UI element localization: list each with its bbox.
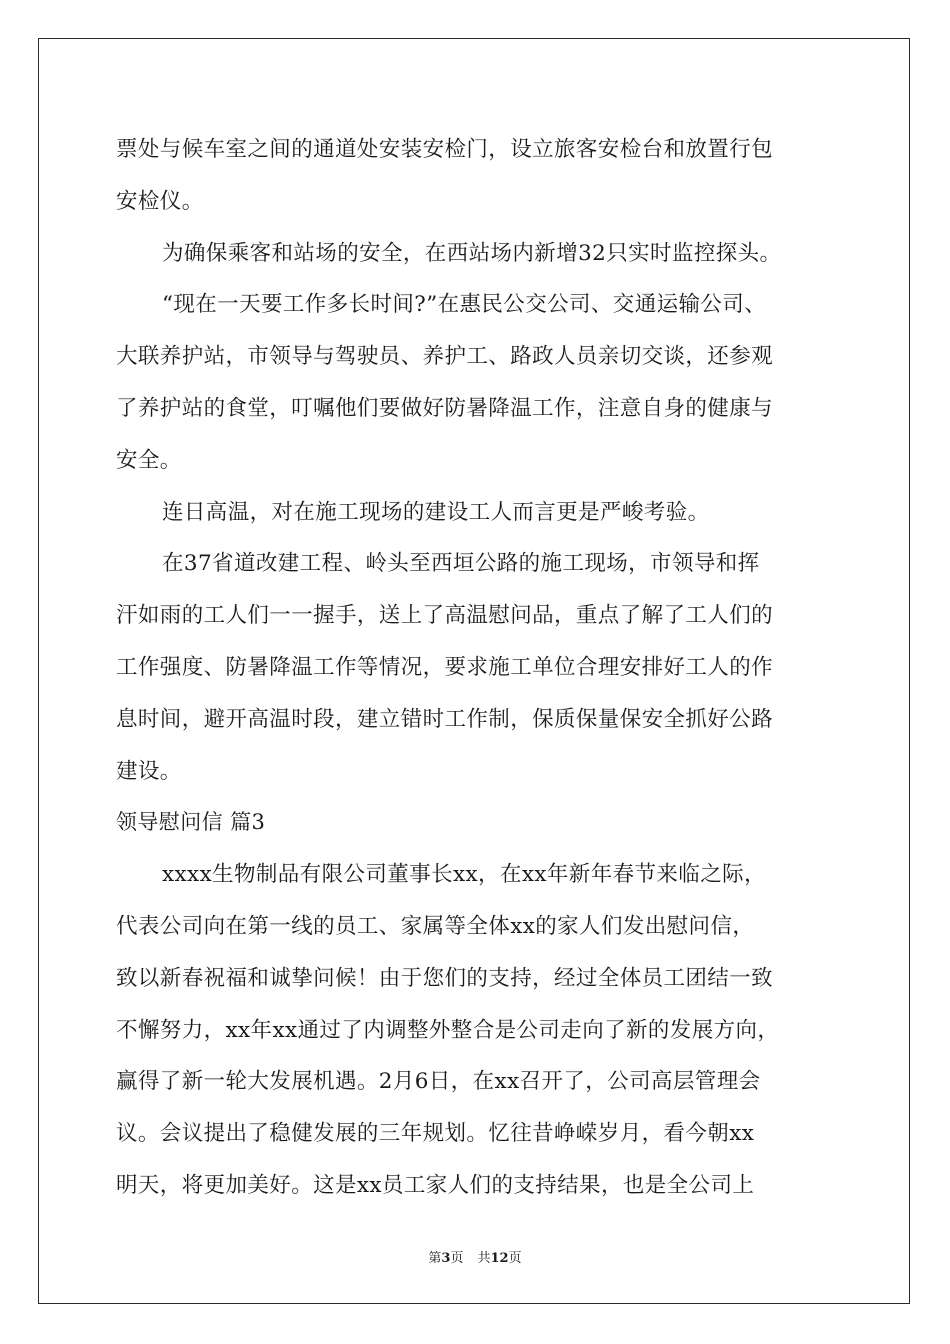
text-line: 议。会议提出了稳健发展的三年规划。忆往昔峥嵘岁月，看今朝xx [116, 1121, 755, 1147]
footer-page-suffix: 页 [450, 1251, 464, 1266]
text-line: 建设。 [116, 758, 182, 784]
text-line: 赢得了新一轮大发展机遇。2月6日，在xx召开了，公司高层管理会 [116, 1069, 761, 1095]
text-line: 代表公司向在第一线的员工、家属等全体xx的家人们发出慰问信， [116, 913, 755, 939]
text-line: 安全。 [116, 447, 182, 473]
footer-total-suffix: 页 [508, 1251, 522, 1266]
text-line: 票处与候车室之间的通道处安装安检门，设立旅客安检台和放置行包 [116, 137, 774, 162]
text-line: 了养护站的食堂，叮嘱他们要做好防暑降温工作，注意自身的健康与 [116, 395, 774, 421]
text-line: 不懈努力，xx年xx通过了内调整外整合是公司走向了新的发展方向， [116, 1017, 780, 1043]
footer-page-prefix: 第 [428, 1251, 442, 1266]
text-line: 汗如雨的工人们一一握手，送上了高温慰问品，重点了解了工人们的 [116, 603, 774, 629]
text-line: 致以新春祝福和诚挚问候！由于您们的支持，经过全体员工团结一致 [116, 965, 774, 991]
section-heading: 领导慰问信 篇3 [116, 810, 266, 835]
text-line: 连日高温，对在施工现场的建设工人而言更是严峻考验。 [162, 499, 710, 525]
page-footer [0, 1247, 950, 1266]
footer-total-prefix: 共 [477, 1251, 491, 1266]
footer-page-number: 3 [441, 1251, 451, 1266]
text-line: 息时间，避开高温时段，建立错时工作制，保质保量保安全抓好公路 [116, 706, 774, 732]
text-line: 安检仪。 [116, 188, 204, 214]
text-line: 为确保乘客和站场的安全，在西站场内新增32只实时监控探头。 [162, 240, 782, 266]
text-line: 工作强度、防暑降温工作等情况，要求施工单位合理安排好工人的作 [116, 654, 774, 680]
text-line: 明天，将更加美好。这是xx员工家人们的支持结果，也是全公司上 [116, 1172, 755, 1198]
document-body [116, 124, 836, 1212]
footer-total-pages: 12 [490, 1251, 509, 1266]
text-line: 在37省道改建工程、岭头至西垣公路的施工现场，市领导和挥 [162, 551, 760, 577]
text-line: xxxx生物制品有限公司董事长xx，在xx年新年春节来临之际， [162, 862, 766, 888]
text-line: 大联养护站，市领导与驾驶员、养护工、路政人员亲切交谈，还参观 [116, 344, 774, 370]
text-line: “现在一天要工作多长时间?”在惠民公交公司、交通运输公司、 [162, 292, 767, 318]
